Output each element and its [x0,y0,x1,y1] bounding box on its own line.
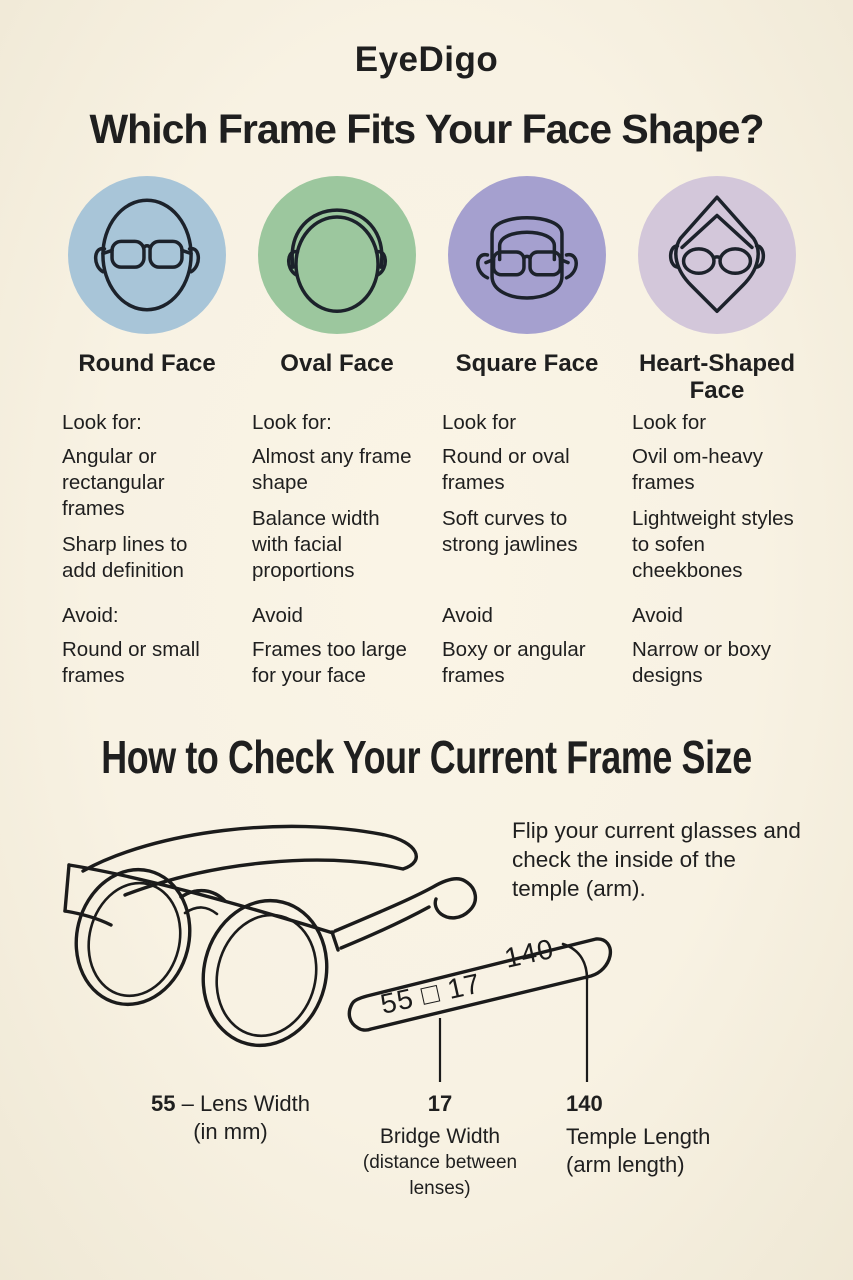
look-for-item: Soft curves to strong jawlines [442,507,578,556]
face-column-square [432,176,622,699]
face-shape-name: Round Face [78,350,216,377]
glasses-left-lens [62,857,204,1016]
oval-face-icon [261,179,413,331]
look-for-block [622,408,812,603]
temple-stamp-length: 140 [501,932,557,974]
avoid-block [622,603,812,689]
heart-shaped-face-icon [641,179,793,331]
look-for-block [52,408,242,603]
lens-width-value: 55 [150,1091,176,1116]
glasses-hinge [332,932,338,950]
lens-width-line [103,1090,358,1118]
look-for-item: Angular or rectangular frames [62,445,165,520]
temple-stamp-front: 55 □ 17 [377,967,484,1020]
look-for-item: Sharp lines to add definition [62,533,188,582]
avoid-item: Frames too large for your face [252,638,407,687]
face-shape-name: Square Face [455,350,599,377]
square-face-with-glasses-icon [451,179,603,331]
avoid-block [242,603,432,689]
lens-width-label [103,1090,358,1146]
temple-length-text: Temple Length [566,1124,711,1149]
look-for-block [242,408,432,603]
avoid-label: Avoid [252,604,303,627]
face-column-oval [242,176,432,699]
oval-face-circle [258,176,416,334]
face-shape-name: Heart-Shaped Face [638,350,796,404]
temple-length-detail: (arm length) [566,1152,685,1177]
look-for-label: Look for: [62,411,142,434]
glasses-front-lower-edge [65,911,111,925]
temple-length-value: 140 [566,1091,603,1116]
avoid-label: Avoid [632,604,683,627]
flip-instruction: Flip your current glasses and check the inside of the temple (arm). [512,818,801,901]
look-for-block [432,408,622,603]
brand-logo: EyeDigo [354,40,499,79]
avoid-item: Boxy or angular frames [442,638,586,687]
look-for-item: Ovil om-heavy frames [632,445,764,494]
face-column-heart [622,176,812,699]
glasses-near-temple-lower [341,907,429,948]
round-face-with-glasses-icon [71,179,223,331]
face-shapes-row [52,176,812,699]
glasses-front-left-edge [65,865,69,911]
avoid-item: Narrow or boxy designs [632,638,771,687]
main-title: Which Frame Fits Your Face Shape? [89,106,764,152]
avoid-item: Round or small frames [62,638,200,687]
avoid-label: Avoid [442,604,493,627]
bridge-width-label [350,1090,530,1202]
temple-tip-fold-line [563,944,587,979]
face-shape-name: Oval Face [280,350,394,377]
look-for-label: Look for [442,411,517,434]
bridge-width-detail: (distance between lenses) [362,1152,518,1199]
look-for-label: Look for: [252,411,332,434]
heart-face-circle [638,176,796,334]
glasses-near-temple [335,879,475,931]
lens-width-unit: (in mm) [193,1119,268,1144]
look-for-item: Round or oval frames [442,445,570,494]
glasses-bridge-inner [185,907,217,914]
temple-length-label [566,1090,791,1179]
avoid-label: Avoid: [62,604,119,627]
look-for-item: Lightweight styles to sofen cheekbones [632,507,794,582]
bridge-width-value: 17 [427,1091,453,1116]
avoid-block [432,603,622,689]
lens-width-text: – Lens Width [181,1091,310,1116]
glasses-illustration [55,815,635,1085]
round-face-circle [68,176,226,334]
look-for-item: Balance width with facial proportions [252,507,380,582]
avoid-block [52,603,242,689]
square-face-circle [448,176,606,334]
frame-size-section-title: How to Check Your Current Frame Size [101,731,752,783]
face-column-round [52,176,242,699]
look-for-item: Almost any frame shape [252,445,412,494]
bridge-width-text: Bridge Width [379,1125,501,1148]
look-for-label: Look for [632,411,707,434]
